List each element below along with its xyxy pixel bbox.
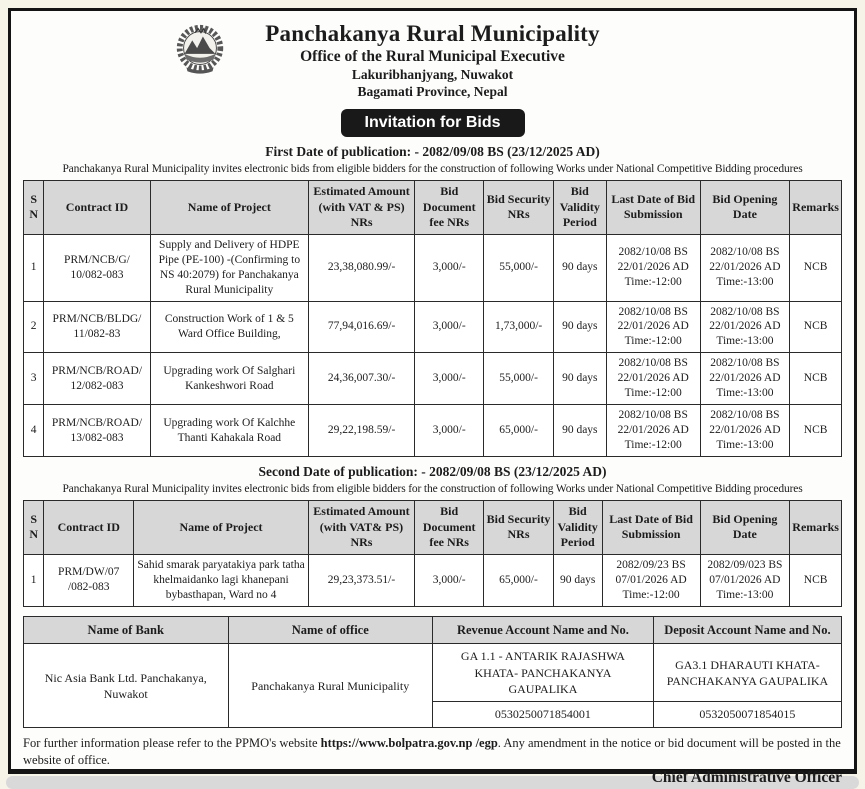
chief-administrative-officer-signature: Chief Administrative Officer [651,768,842,786]
table-cell: Upgrading work Of Salghari Kankeshwori Road [150,353,309,405]
table-row [24,405,842,457]
table-cell: 65,000/- [484,405,553,457]
office-name-line: Office of the Rural Municipal Executive [300,48,565,65]
table-row [24,353,842,405]
revenue-account-number-cell: 0530250071854001 [433,702,654,728]
table-row [24,234,842,301]
bank-name-cell: Nic Asia Bank Ltd. Panchakanya, Nuwakot [24,644,229,728]
table-cell: NCB [790,353,842,405]
table-cell: 77,94,016.69/- [309,301,415,353]
table-cell: 90 days [553,301,606,353]
table-cell: 24,36,007.30/- [309,353,415,405]
table-cell: 90 days [553,554,602,606]
bids-table-first-publication [23,180,842,457]
table-cell: 23,38,080.99/- [309,234,415,301]
table-cell: 2082/10/08 BS 22/01/2026 AD Time:-12:00 [606,301,700,353]
table-cell: PRM/NCB/BLDG/ 11/082-83 [44,301,150,353]
document-header [23,17,842,137]
first-publication-date-line: First Date of publication: - 2082/09/08 BS (23/12/2025 AD) [265,144,600,159]
table-cell: 29,23,373.51/- [308,554,414,606]
column-header: Contract ID [44,500,134,554]
table-cell: 1,73,000/- [484,301,553,353]
table-cell: 2082/10/08 BS 22/01/2026 AD Time:-12:00 [606,405,700,457]
column-header: Bid Validity Period [553,500,602,554]
column-header: Bid Opening Date [700,500,790,554]
table-cell: 1 [24,234,44,301]
table-cell: 3 [24,353,44,405]
column-header: S N [24,500,44,554]
table-cell: 90 days [553,234,606,301]
province-line: Bagamati Province, Nepal [357,84,508,99]
table-row [24,554,842,606]
column-header: Bid Security NRs [484,181,553,235]
table-cell: 1 [24,554,44,606]
table-cell: NCB [790,234,842,301]
table-cell: Construction Work of 1 & 5 Ward Office Building, [150,301,309,353]
second-intro-line: Panchakanya Rural Municipality invites electronic bids from eligible bidders for the construction of following Works under National Competitive Bidding procedures [62,482,803,495]
column-header: Name of Project [134,500,309,554]
table-cell: 2082/10/08 BS 22/01/2026 AD Time:-13:00 [700,301,790,353]
column-header: Bid Opening Date [700,181,790,235]
column-header: Name of office [228,616,433,644]
table-cell: 3,000/- [415,301,484,353]
note-prefix: For further information please refer to the PPMO's website [23,736,321,750]
table-cell: 2082/10/08 BS 22/01/2026 AD Time:-13:00 [700,353,790,405]
table-cell: 90 days [553,353,606,405]
table-cell: 2082/10/08 BS 22/01/2026 AD Time:-12:00 [606,234,700,301]
bank-table-row [24,644,842,702]
table-cell: 29,22,198.59/- [309,405,415,457]
table-cell: PRM/NCB/ROAD/ 13/082-083 [44,405,150,457]
table-cell: 65,000/- [484,554,553,606]
second-publication-date-line: Second Date of publication: - 2082/09/08 BS (23/12/2025 AD) [258,463,607,479]
table-cell: 2082/10/08 BS 22/01/2026 AD Time:-12:00 [606,353,700,405]
nepal-emblem-icon [171,21,229,79]
column-header: Deposit Account Name and No. [653,616,841,644]
table-cell: NCB [790,405,842,457]
first-intro-line: Panchakanya Rural Municipality invites electronic bids from eligible bidders for the construction of following Works under National Competitive Bidding procedures [62,163,803,175]
table-cell: 2082/10/08 BS 22/01/2026 AD Time:-13:00 [700,405,790,457]
table-cell: 3,000/- [415,234,484,301]
table-cell: 2 [24,301,44,353]
office-name-cell: Panchakanya Rural Municipality [228,644,433,728]
revenue-account-name-cell: GA 1.1 - ANTARIK RAJASHWA KHATA- PANCHAKANYA GAUPALIKA [433,644,654,702]
table-cell: 55,000/- [484,353,553,405]
column-header: Bid Security NRs [484,500,553,554]
column-header: Last Date of Bid Submission [602,500,700,554]
bids-table-second-publication [23,500,842,607]
column-header: Estimated Amount (with VAT & PS) NRs [309,181,415,235]
deposit-account-number-cell: 0532050071854015 [653,702,841,728]
notice-document [8,8,857,786]
table-cell: Supply and Delivery of HDPE Pipe (PE-100) -(Confirming to NS 40:2079) for Panchakanya Rural Municipality [150,234,309,301]
table-cell: 55,000/- [484,234,553,301]
column-header: Remarks [790,500,842,554]
column-header: Bid Validity Period [553,181,606,235]
table-cell: 2082/09/23 BS 07/01/2026 AD Time:-12:00 [602,554,700,606]
invitation-for-bids-badge: Invitation for Bids [341,109,525,137]
bank-account-table [23,616,842,728]
column-header: S N [24,181,44,235]
table-cell: PRM/DW/07 /082-083 [44,554,134,606]
organization-name: Panchakanya Rural Municipality [265,21,600,46]
column-header: Contract ID [44,181,150,235]
table-header-row [24,181,842,235]
table-cell: NCB [790,554,842,606]
table-cell: PRM/NCB/ROAD/ 12/082-083 [44,353,150,405]
column-header: Name of Bank [24,616,229,644]
note-suffix: . Any amendment in the notice or bid document will be posted in the website of office. [23,736,841,767]
table-cell: 90 days [553,405,606,457]
table-cell: 3,000/- [415,405,484,457]
deposit-account-name-cell: GA3.1 DHARAUTI KHATA- PANCHAKANYA GAUPALIKA [653,644,841,702]
further-information-note [23,735,842,769]
column-header: Revenue Account Name and No. [433,616,654,644]
table-header-row [24,500,842,554]
table-cell: Sahid smarak paryatakiya park tatha khelmaidanko lagi khanepani bybasthapan, Ward no 4 [134,554,309,606]
table-cell: 2082/09/023 BS 07/01/2026 AD Time:-13:00 [700,554,790,606]
table-cell: 3,000/- [414,554,483,606]
location-line: Lakuribhanjyang, Nuwakot [351,67,514,82]
column-header: Bid Document fee NRs [414,500,483,554]
table-cell: Upgrading work Of Kalchhe Thanti Kahakala Road [150,405,309,457]
table-cell: NCB [790,301,842,353]
column-header: Estimated Amount (with VAT& PS) NRs [308,500,414,554]
ppmo-website-link[interactable]: https://www.bolpatra.gov.np /egp [320,736,498,750]
bank-table-header-row [24,616,842,644]
table-cell: PRM/NCB/G/ 10/082-083 [44,234,150,301]
table-cell: 4 [24,405,44,457]
column-header: Last Date of Bid Submission [606,181,700,235]
column-header: Bid Document fee NRs [415,181,484,235]
table-cell: 3,000/- [415,353,484,405]
column-header: Remarks [790,181,842,235]
table-row [24,301,842,353]
column-header: Name of Project [150,181,309,235]
table-cell: 2082/10/08 BS 22/01/2026 AD Time:-13:00 [700,234,790,301]
